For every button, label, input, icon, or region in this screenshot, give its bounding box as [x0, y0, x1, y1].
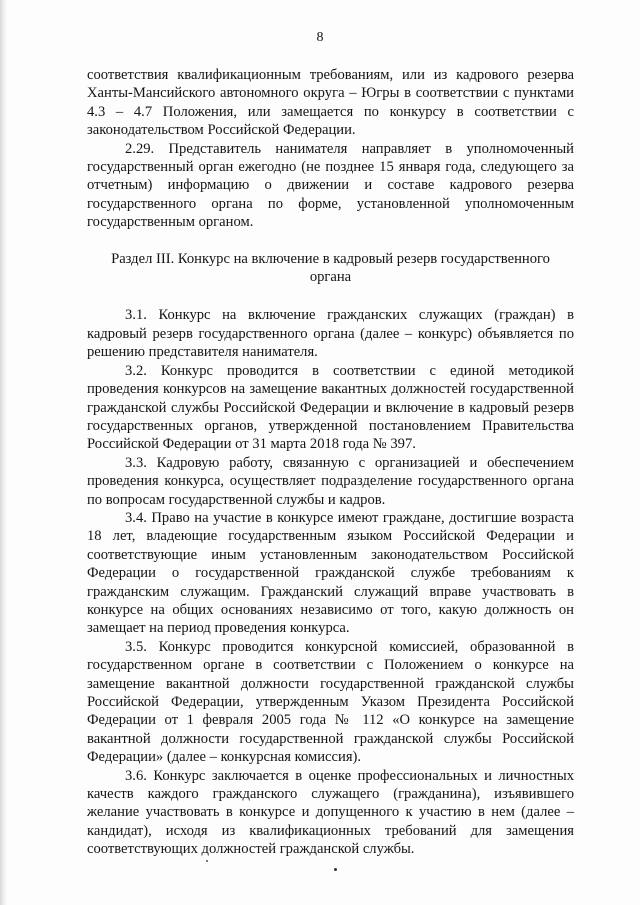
scan-dot — [334, 868, 337, 871]
page-number: 8 — [316, 30, 324, 45]
paragraph-continuation: соответствия квалификационным требованиям, или из кадрового резерва Ханты-Мансийского автономного округа – Югры в соответствии с пунктами 4.3 – 4.7 Положения, или замещается по конкурсу в соответствии с законодательством Российской Федерации. — [87, 67, 574, 139]
scan-speck — [206, 860, 208, 862]
paragraph-2-29: 2.29. Представитель нанимателя направляет в уполномоченный государственный орган ежегодно (не позднее 15 января года, следующего за отчетным) информацию о движении и составе кадрового резерва государственного органа по форме, установленной уполномоченным государственным органом. — [87, 140, 574, 231]
paragraph-3-1: 3.1. Конкурс на включение гражданских служащих (граждан) в кадровый резерв государственного органа (далее – конкурс) объявляется по решению представителя нанимателя. — [87, 307, 574, 361]
paragraph-3-3: 3.3. Кадровую работу, связанную с организацией и обеспечением проведения конкурса, осуществляет подразделение государственного органа по вопросам государственной службы и кадров. — [87, 454, 574, 508]
paragraph-3-4: 3.4. Право на участие в конкурсе имеют граждане, достигшие возраста 18 лет, владеющие государственным языком Российской Федерации и соответствующие иным установленным законодательством Российской Федерации о государственной гражданской службе требованиям к гражданским служащим. Гражданский служащий вправе участвовать в конкурсе на общих основаниях независимо от того, какую должность он замещает на период проведения конкурса. — [87, 509, 574, 637]
paragraph-3-6: 3.6. Конкурс заключается в оценке профессиональных и личностных качеств каждого гражданского служащего (гражданина), изъявившего желание участвовать в конкурсе и допущенного к участию в нем (далее – кандидат), исходя из квалификационных требований для замещения соответствующих должностей гражданской службы. — [87, 767, 574, 858]
scan-edge-shadow — [0, 0, 7, 905]
paragraph-3-5: 3.5. Конкурс проводится конкурсной комиссией, образованной в государственном органе в соответствии с Положением о конкурсе на замещение вакантной должности государственной гражданской службы Российской Федерации, утвержденным Указом Президента Российской Федерации от 1 февраля 2005 года № 112 «О конкурсе на замещение вакантной должности государственной гражданской службы Российской Федерации» (далее – конкурсная комиссия). — [87, 638, 574, 766]
section-heading: Раздел III. Конкурс на включение в кадровый резерв государственного органа — [111, 250, 550, 286]
paragraph-3-2: 3.2. Конкурс проводится в соответствии с единой методикой проведения конкурсов на замещение вакантных должностей государственной гражданской службы Российской Федерации и включение в кадровый резерв государственных органов, утвержденной постановлением Правительства Российской Федерации от 31 марта 2018 года № 397. — [87, 362, 574, 453]
document-body — [87, 66, 574, 859]
